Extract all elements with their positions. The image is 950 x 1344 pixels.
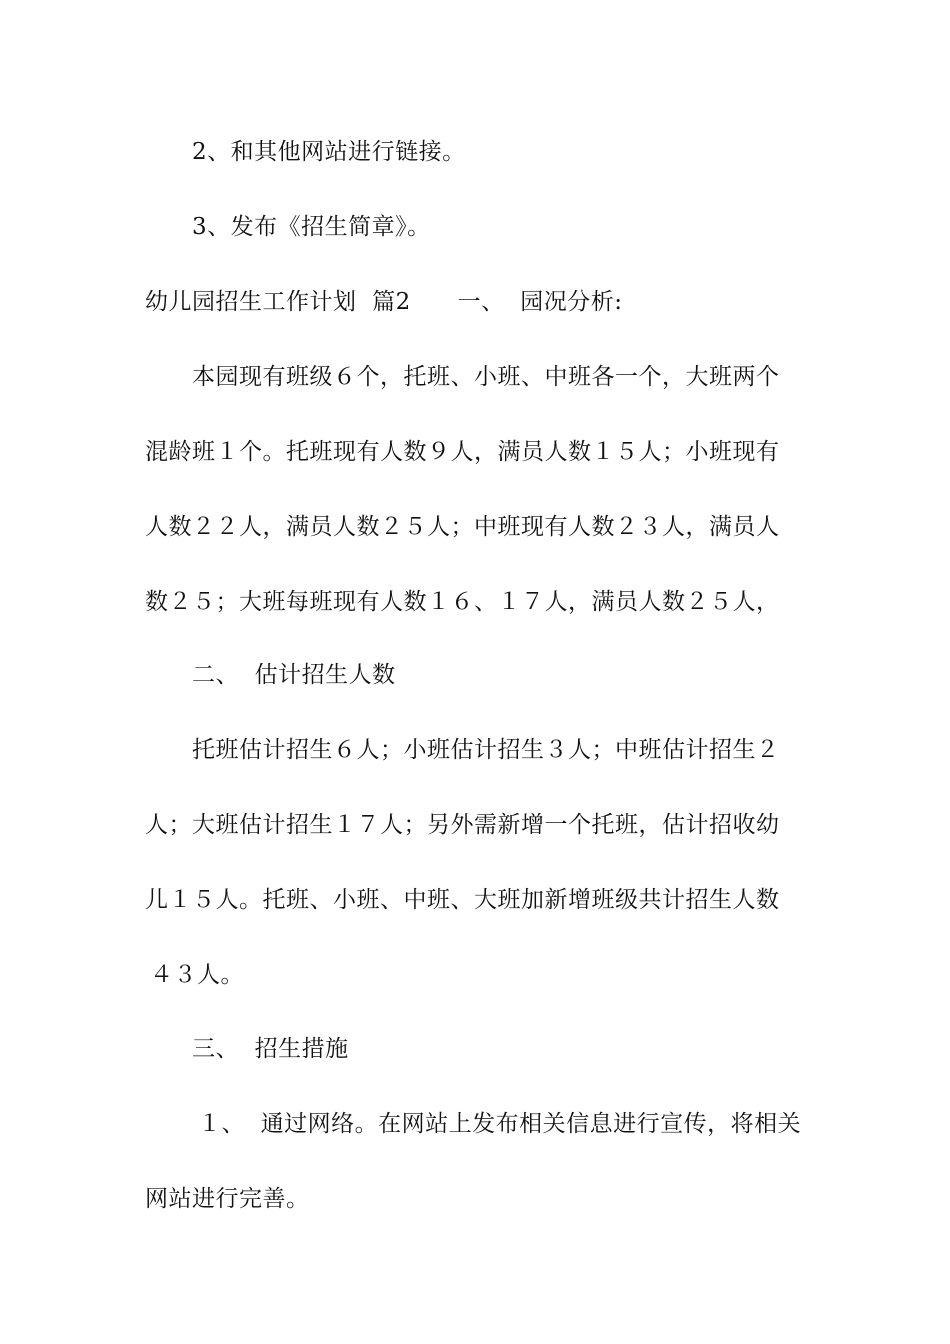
paragraph-line: ４３人。 [150,962,244,988]
section-heading-plan-2: 幼儿园招生工作计划 篇2 一、 园况分析: [145,289,623,315]
paragraph-line: 人；大班估计招生１７人；另外需新增一个托班，估计招收幼 [145,812,780,838]
paragraph-line: 本园现有班级６个，托班、小班、中班各一个，大班两个 [192,364,780,390]
section-heading-measures: 三、 招生措施 [192,1036,349,1062]
section-heading-estimate: 二、 估计招生人数 [192,662,396,688]
paragraph-line: 混龄班１个。托班现有人数９人，满员人数１５人；小班现有 [145,439,780,465]
paragraph-line: 数２５；大班每班现有人数１６、１７人，满员人数２５人， [145,589,780,615]
list-item-link-sites: 2、和其他网站进行链接。 [192,139,466,165]
list-item-publish-brochure: 3、发布《招生简章》。 [192,214,431,240]
list-item-network: １、 通过网络。在网站上发布相关信息进行宣传，将相关 [198,1111,802,1137]
paragraph-line: 网站进行完善。 [145,1186,310,1212]
paragraph-line: 人数２２人，满员人数２５人；中班现有人数２３人，满员人 [145,514,780,540]
paragraph-line: 儿１５人。托班、小班、中班、大班加新增班级共计招生人数 [145,887,780,913]
paragraph-line: 托班估计招生６人；小班估计招生３人；中班估计招生２ [192,737,780,763]
